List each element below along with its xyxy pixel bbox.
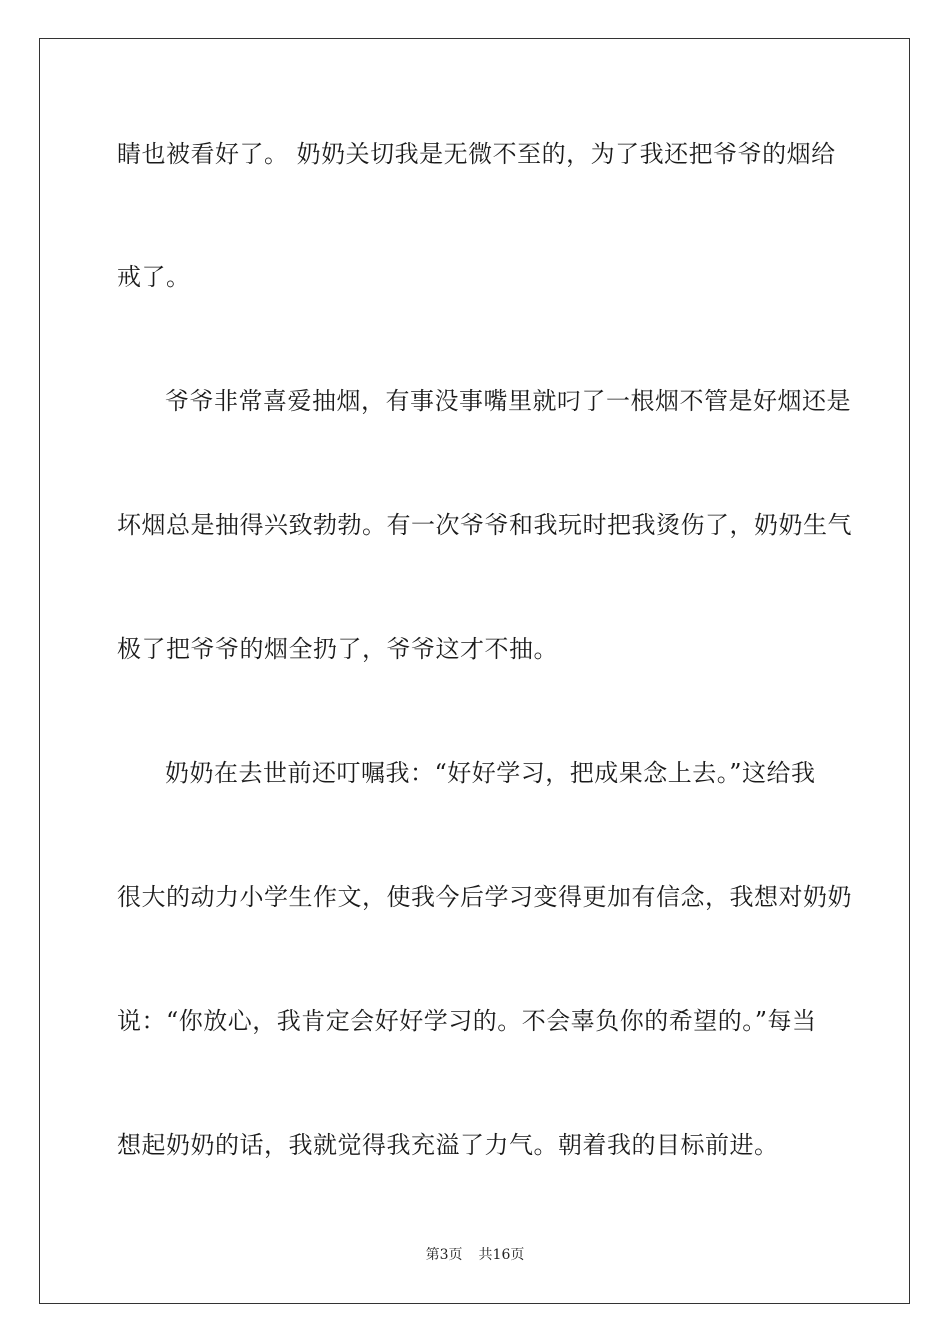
page-total: 共16页 bbox=[478, 1247, 525, 1263]
text-line: 极了把爷爷的烟全扔了，爷爷这才不抽。 bbox=[117, 635, 558, 663]
text-line: 戒了。 bbox=[117, 263, 191, 291]
paragraph-start-line: 奶奶在去世前还叮嘱我：“好好学习，把成果念上去。”这给我 bbox=[165, 759, 816, 787]
page-frame bbox=[39, 38, 910, 1304]
page-footer bbox=[0, 1246, 950, 1264]
text-line: 坏烟总是抽得兴致勃勃。有一次爷爷和我玩时把我烫伤了，奶奶生气 bbox=[117, 511, 852, 539]
paragraph-start-line: 爷爷非常喜爱抽烟，有事没事嘴里就叼了一根烟不管是好烟还是 bbox=[165, 387, 851, 415]
page-number: 第3页 bbox=[425, 1247, 463, 1263]
text-line: 想起奶奶的话，我就觉得我充溢了力气。朝着我的目标前进。 bbox=[117, 1131, 779, 1159]
text-line: 说：“你放心，我肯定会好好学习的。不会辜负你的希望的。”每当 bbox=[117, 1007, 817, 1035]
text-line: 睛也被看好了。 奶奶关切我是无微不至的，为了我还把爷爷的烟给 bbox=[117, 140, 836, 168]
text-line: 很大的动力小学生作文，使我今后学习变得更加有信念，我想对奶奶 bbox=[117, 883, 852, 911]
